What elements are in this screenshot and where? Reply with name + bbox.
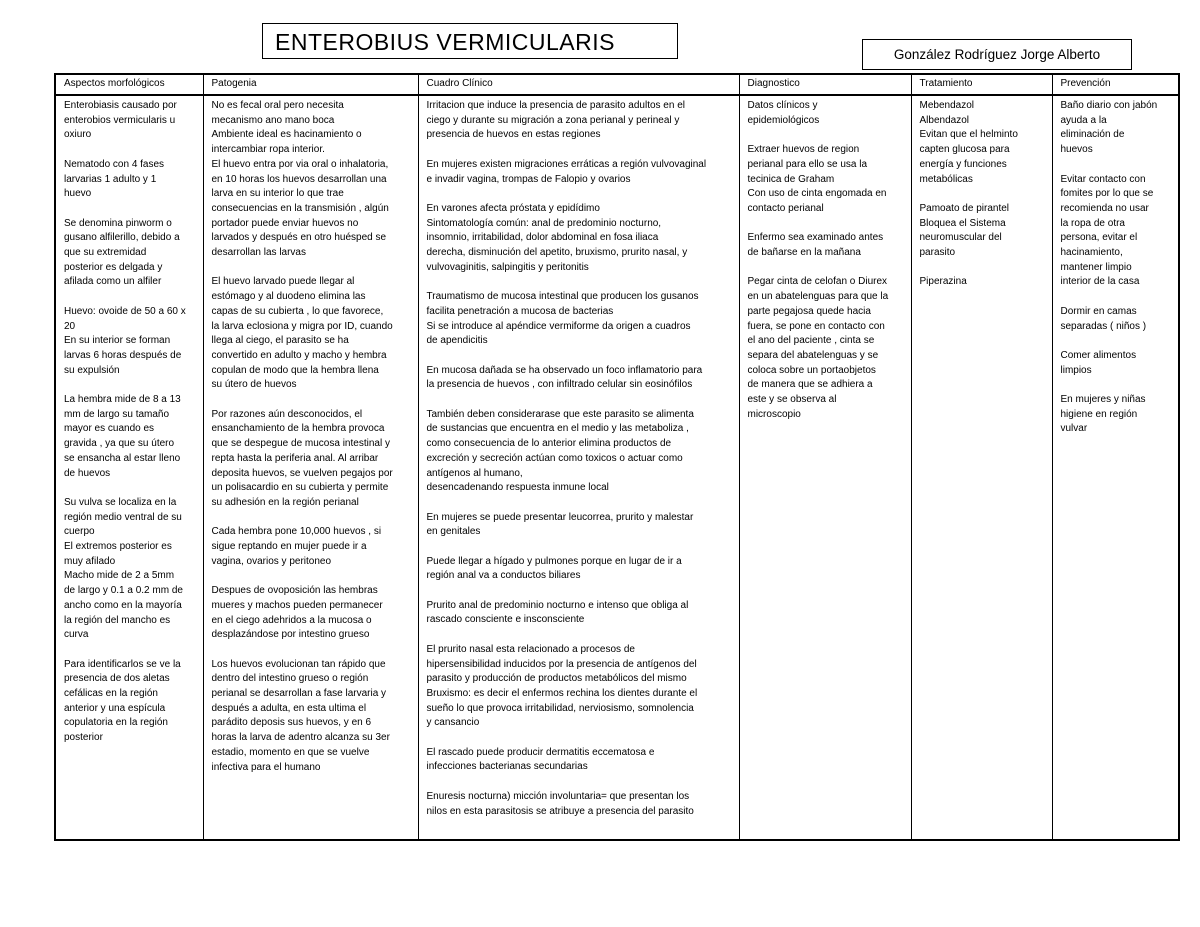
paragraph: Comer alimentos limpios	[1060, 349, 1137, 376]
header-patogenia: Patogenia	[203, 74, 418, 95]
paragraph: Evitar contacto con fomites por lo que se recomienda no usar la ropa de otra persona, evitar el hacinamiento, mantener limpio interior de la casa	[1060, 173, 1154, 288]
paragraph: Enterobiasis causado por enterobios vermicularis u oxiuro	[64, 100, 177, 141]
table-row	[55, 95, 1179, 840]
paragraph: Despues de ovoposición las hembras mueres y machos pueden permanecer en el ciego adehridos a la mucosa o desplazándose por intestino grueso	[211, 585, 383, 641]
paragraph: La hembra mide de 8 a 13 mm de largo su tamaño mayor es cuando es gravida , ya que su útero se ensancha al estar lleno de huevos	[64, 394, 181, 479]
paragraph: Pamoato de pirantel Bloquea el Sistema neuromuscular del parasito	[919, 202, 1010, 259]
paragraph: En mujeres existen migraciones erráticas a región vulvovaginal e invadir vagina, trompas de Falopio y ovarios	[426, 158, 707, 185]
paragraph: Nematodo con 4 fases larvarias 1 adulto y 1 huevo	[64, 158, 165, 200]
paragraph: Para identificarlos se ve la presencia de dos aletas cefálicas en la región anterior y una espícula copulatoria en la región posterior	[64, 658, 181, 744]
paragraph: Enfermo sea examinado antes de bañarse en la mañana	[747, 232, 884, 258]
header-cuadro-clinico: Cuadro Clínico	[418, 74, 739, 95]
header-prevencion: Prevención	[1052, 74, 1179, 95]
paragraph: Pegar cinta de celofan o Diurex en un abatelenguas para que la parte pegajosa quede hacia fuera, se pone en contacto con el ano del paciente , cinta se separa del abatelenguas y se coloca sobre un portaobjetos de manera que se adhiera a este y se observa al microscopio	[747, 276, 889, 420]
paragraph: Puede llegar a hígado y pulmones porque en lugar de ir a región anal va a conductos biliares	[426, 555, 682, 582]
cell-patogenia	[203, 95, 418, 840]
paragraph: Irritacion que induce la presencia de parasito adultos en el ciego y durante su migración a zona perianal y perineal y presencia de huevos en estas regiones	[426, 100, 685, 141]
paragraph: Cada hembra pone 10,000 huevos , si sigue reptando en mujer puede ir a vagina, ovarios y peritoneo	[211, 526, 382, 567]
paragraph: Su vulva se localiza en la región medio ventral de su cuerpo El extremos posterior es muy afilado Macho mide de 2 a 5mm de largo y 0.1 a 0.2 mm de ancho como en la mayoría la región del mancho es curva	[64, 496, 183, 641]
paragraph: Huevo: ovoide de 50 a 60 x 20 En su interior se forman larvas 6 horas después de su expulsión	[64, 305, 186, 376]
paragraph: No es fecal oral pero necesita mecanismo ano mano boca Ambiente ideal es hacinamiento o intercambiar ropa interior. El huevo entra por via oral o inhalatoria, en 10 horas los huevos desarrollan una larva en su interior lo que trae consecuencias en la transmisión , algún portador puede enviar huevos no larvados y después en otro huésped se desarrollan las larvas	[211, 100, 389, 259]
paragraph: Por razones aún desconocidos, el ensanchamiento de la hembra provoca que se despegue de mucosa intestinal y repta hasta la periferia anal. Al arribar deposita huevos, se vuelven pegajos por un polisacardio en su cubierta y permite su adhesión en la región perianal	[211, 408, 393, 508]
paragraph: En varones afecta próstata y epidídimo Sintomatología común: anal de predominio nocturno, insomnio, irritabilidad, dolor abdominal en fosa iliaca derecha, disminución del apetito, bruxismo, prurito nasal, y vulvovaginitis, salpingitis y peritonitis	[426, 202, 688, 273]
paragraph: En mucosa dañada se ha observado un foco inflamatorio para la presencia de huevos , con infiltrado celular sin eosinófilos	[426, 364, 703, 391]
paragraph: Traumatismo de mucosa intestinal que producen los gusanos facilita penetración a mucosa de bacterias Si se introduce al apéndice vermiforme da origen a cuadros de apendicitis	[426, 291, 699, 347]
paragraph: Prurito anal de predominio nocturno e intenso que obliga al rascado consciente e insconsciente	[426, 599, 689, 626]
cell-aspectos-morfologicos	[55, 95, 203, 840]
paragraph: También deben considerarase que este parasito se alimenta de sustancias que encuentra en el medio y las metaboliza , como consecuencia de lo anterior elimina productos de excreción y secreción actúan como toxicos o actuar como antígenos al humano, desencadenando respuesta inmune local	[426, 408, 694, 494]
paragraph: Dormir en camas separadas ( niños )	[1060, 305, 1147, 332]
header-tratamiento: Tratamiento	[911, 74, 1052, 95]
paragraph: Extraer huevos de region perianal para ello se usa la tecinica de Graham Con uso de cinta engomada en contacto perianal	[747, 144, 887, 214]
paragraph: Baño diario con jabón ayuda a la eliminación de huevos	[1060, 100, 1158, 156]
cell-cuadro-clinico	[418, 95, 739, 840]
paragraph: El prurito nasal esta relacionado a procesos de hipersensibilidad inducidos por la presencia de antígenos del parasito y producción de productos metabólicos del mismo Bruxismo: es decir el enfermos rechina los dientes durante el sueño lo que provoca irritabilidad, nerviosismo, somnolencia y cansancio	[426, 643, 698, 729]
paragraph: Datos clínicos y epidemiológicos	[747, 100, 820, 126]
paragraph: Piperazina	[919, 276, 967, 288]
paragraph: En mujeres y niñas higiene en región vulvar	[1060, 394, 1146, 435]
cell-prevencion	[1052, 95, 1179, 840]
paragraph: El huevo larvado puede llegar al estómago y al duodeno elimina las capas de su cubierta , lo que favorece, la larva eclosiona y migra por ID, cuando llega al ciego, el parasito se ha convertido en adulto y macho y hembra copulan de modo que la hembra llena su útero de huevos	[211, 276, 393, 391]
header-diagnostico: Diagnostico	[739, 74, 911, 95]
paragraph: Mebendazol Albendazol Evitan que el helminto capten glucosa para energía y funciones metabólicas	[919, 100, 1018, 185]
paragraph: Los huevos evolucionan tan rápido que dentro del intestino grueso o región perianal se desarrollan a fase larvaria y después a adulta, en esta ultima el parádito deposis sus huevos, y en 6 horas la larva de adentro alcanza su 3er estadio, momento en que se vuelve infectiva para el humano	[211, 658, 390, 773]
document-title: ENTEROBIUS VERMICULARIS	[262, 23, 678, 59]
cell-diagnostico	[739, 95, 911, 840]
paragraph: Enuresis nocturna) micción involuntaria= que presentan los nilos en esta parasitosis se atribuye a presencia del parasito	[426, 790, 694, 817]
cell-tratamiento	[911, 95, 1052, 840]
author-name: González Rodríguez Jorge Alberto	[862, 39, 1132, 70]
paragraph: En mujeres se puede presentar leucorrea, prurito y malestar en genitales	[426, 511, 694, 538]
info-table	[54, 73, 1180, 841]
table-header-row	[55, 74, 1179, 95]
paragraph: Se denomina pinworm o gusano alfilerillo, debido a que su extremidad posterior es delgada y afilada como un alfiler	[64, 217, 180, 288]
header-aspectos-morfologicos: Aspectos morfológicos	[55, 74, 203, 95]
paragraph: El rascado puede producir dermatitis eccematosa e infecciones bacterianas secundarias	[426, 746, 655, 773]
